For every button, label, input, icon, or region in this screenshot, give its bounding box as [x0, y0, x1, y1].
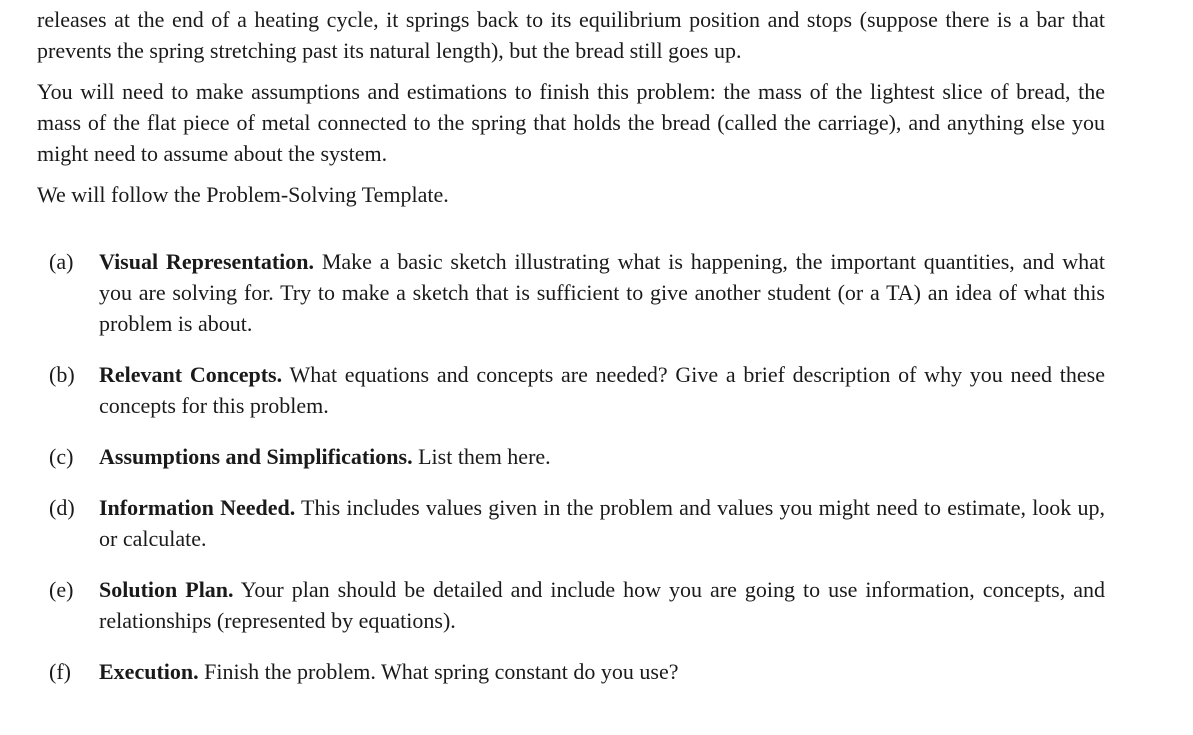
item-text: This includes values given in the problem and values you might need to estimate, look up, or calculate.: [99, 495, 1105, 551]
item-text: What equations and concepts are needed? Give a brief description of why you need these concepts for this problem.: [99, 362, 1105, 418]
item-body: [99, 492, 1105, 554]
list-item-e: [37, 574, 1105, 636]
list-item-b: [37, 359, 1105, 421]
item-title: Solution Plan.: [99, 577, 234, 602]
item-title: Execution.: [99, 659, 199, 684]
item-title: Information Needed.: [99, 495, 296, 520]
item-text: Make a basic sketch illustrating what is happening, the important quantities, and what you are solving for. Try to make a sketch that is sufficient to give another student (or a TA) an idea of what this problem is about.: [99, 249, 1106, 336]
item-label: (c): [49, 444, 74, 469]
item-label: (f): [49, 659, 71, 684]
item-text: Finish the problem. What spring constant do you use?: [204, 659, 679, 684]
document-page: [37, 4, 1105, 707]
item-title: Visual Representation.: [99, 249, 315, 274]
item-label: (a): [49, 249, 74, 274]
item-title: Relevant Concepts.: [99, 362, 283, 387]
item-body: [99, 441, 1105, 472]
item-body: [99, 246, 1105, 339]
item-label: (d): [49, 495, 75, 520]
item-label: (e): [49, 577, 74, 602]
paragraph-assumptions: You will need to make assumptions and estimations to finish this problem: the mass of the lightest slice of bread, the mass of the flat piece of metal connected to the spring that holds the bread (called the carriage), and anything else you might need to assume about the system.: [37, 79, 1105, 166]
paragraph-continuation: releases at the end of a heating cycle, it springs back to its equilibrium position and stops (suppose there is a bar that prevents the spring stretching past its natural length), but the bread still goes up.: [37, 7, 1105, 63]
paragraph-template: We will follow the Problem-Solving Template.: [37, 182, 449, 207]
item-body: [99, 656, 1105, 687]
item-text: Your plan should be detailed and include how you are going to use information, concepts, and relationships (represented by equations).: [99, 577, 1106, 633]
item-title: Assumptions and Simplifications.: [99, 444, 413, 469]
list-item-a: [37, 246, 1105, 339]
template-steps-list: [37, 246, 1105, 687]
list-item-d: [37, 492, 1105, 554]
item-text: List them here.: [418, 444, 551, 469]
list-item-c: [37, 441, 1105, 472]
list-item-f: [37, 656, 1105, 687]
item-body: [99, 359, 1105, 421]
item-label: (b): [49, 362, 75, 387]
item-body: [99, 574, 1105, 636]
